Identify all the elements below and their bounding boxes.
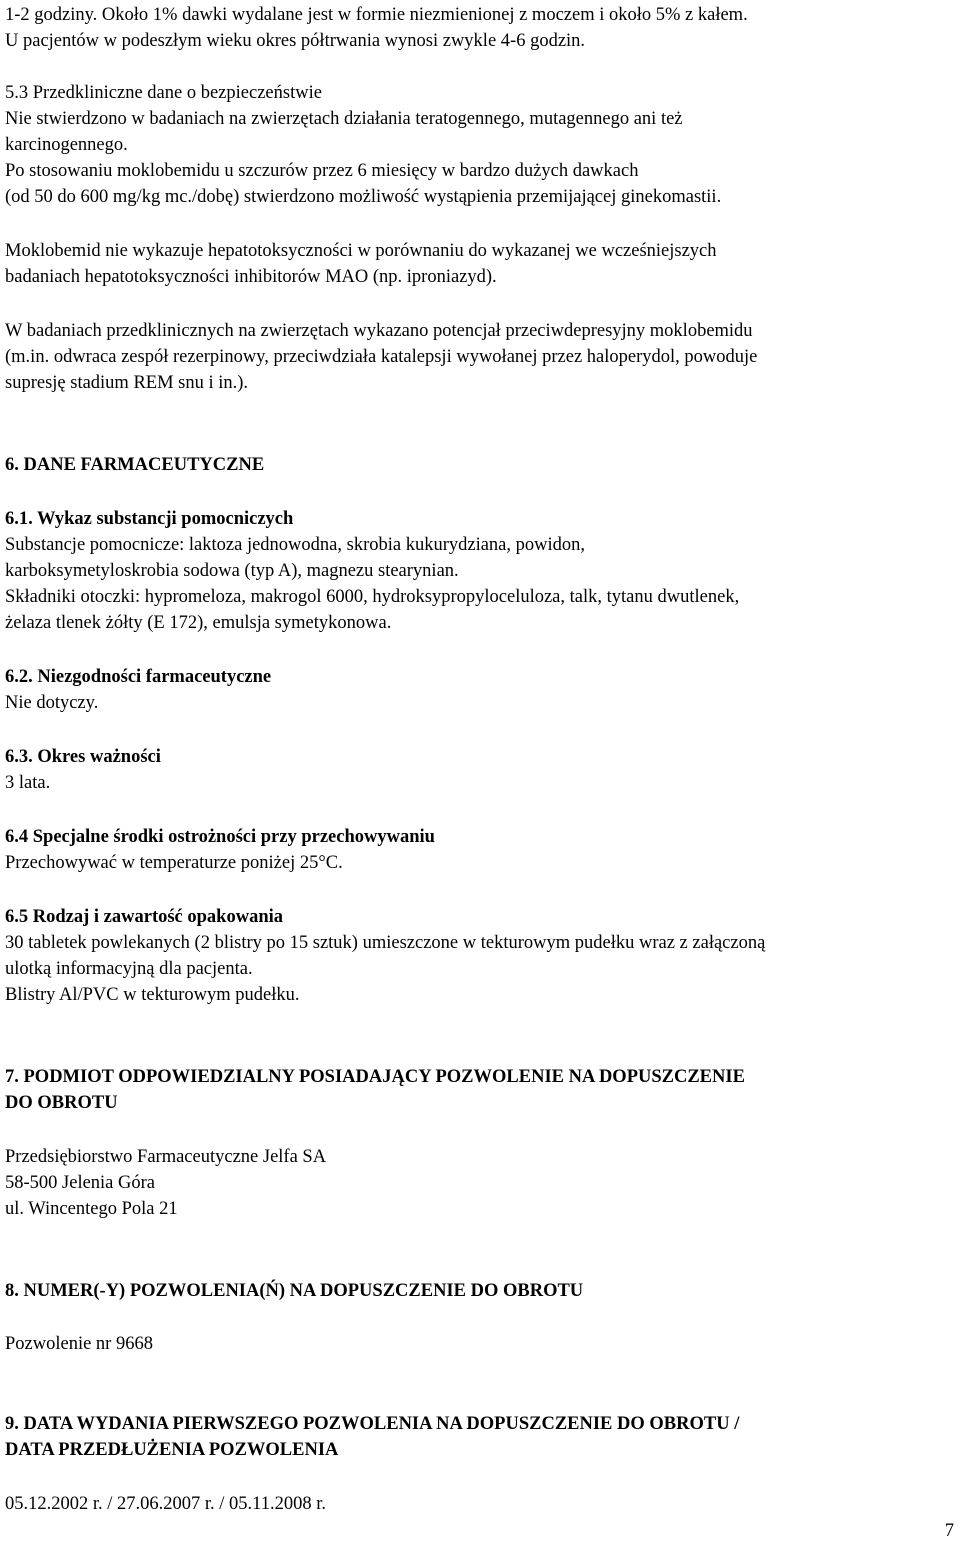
address-line: 58-500 Jelenia Góra xyxy=(5,1173,156,1193)
body-text: U pacjentów w podeszłym wieku okres półtrwania wynosi zwykle 4-6 godzin. xyxy=(5,31,586,51)
body-text: Pozwolenie nr 9668 xyxy=(5,1334,153,1354)
body-text: Nie dotyczy. xyxy=(5,693,99,713)
address-line: Przedsiębiorstwo Farmaceutyczne Jelfa SA xyxy=(5,1147,327,1167)
body-text: karcinogennego. xyxy=(5,135,128,155)
body-text: Moklobemid nie wykazuje hepatotoksyczności w porównaniu do wykazanej we wcześniejszych xyxy=(5,241,717,261)
body-text: Nie stwierdzono w badaniach na zwierzętach działania teratogennego, mutagennego ani też xyxy=(5,109,683,129)
section-heading-9: 9. DATA WYDANIA PIERWSZEGO POZWOLENIA NA DOPUSZCZENIE DO OBROTU / xyxy=(5,1414,740,1434)
section-heading-6-2: 6.2. Niezgodności farmaceutyczne xyxy=(5,667,272,687)
section-heading-9-cont: DATA PRZEDŁUŻENIA POZWOLENIA xyxy=(5,1440,339,1460)
body-text: (m.in. odwraca zespół rezerpinowy, przeciwdziała katalepsji wywołanej przez haloperydol, powoduje xyxy=(5,347,758,367)
address-line: ul. Wincentego Pola 21 xyxy=(5,1199,178,1219)
section-heading-6-3: 6.3. Okres ważności xyxy=(5,747,161,767)
body-text: (od 50 do 600 mg/kg mc./dobę) stwierdzono możliwość wystąpienia przemijającej ginekomastii. xyxy=(5,187,722,207)
section-heading-7-cont: DO OBROTU xyxy=(5,1093,118,1113)
body-text: ulotką informacyjną dla pacjenta. xyxy=(5,959,253,979)
body-text: supresję stadium REM snu i in.). xyxy=(5,373,249,393)
section-heading-6: 6. DANE FARMACEUTYCZNE xyxy=(5,455,265,475)
section-heading-8: 8. NUMER(-Y) POZWOLENIA(Ń) NA DOPUSZCZENIE DO OBROTU xyxy=(5,1281,584,1301)
section-heading-6-4: 6.4 Specjalne środki ostrożności przy przechowywaniu xyxy=(5,827,435,847)
body-text: badaniach hepatotoksyczności inhibitorów MAO (np. iproniazyd). xyxy=(5,267,497,287)
body-text: Składniki otoczki: hypromeloza, makrogol 6000, hydroksypropyloceluloza, talk, tytanu dwutlenek, xyxy=(5,587,740,607)
body-text: 05.12.2002 r. / 27.06.2007 r. / 05.11.2008 r. xyxy=(5,1494,327,1514)
body-text: Przechowywać w temperaturze poniżej 25°C. xyxy=(5,853,343,873)
page-number: 7 xyxy=(944,1521,954,1541)
body-text: 3 lata. xyxy=(5,773,51,793)
section-heading-5-3: 5.3 Przedkliniczne dane o bezpieczeństwie xyxy=(5,83,322,103)
body-text: 30 tabletek powlekanych (2 blistry po 15 sztuk) umieszczone w tekturowym pudełku wraz z załączoną xyxy=(5,933,766,953)
body-text: Blistry Al/PVC w tekturowym pudełku. xyxy=(5,985,300,1005)
body-text: W badaniach przedklinicznych na zwierzętach wykazano potencjał przeciwdepresyjny moklobemidu xyxy=(5,321,753,341)
section-heading-7: 7. PODMIOT ODPOWIEDZIALNY POSIADAJĄCY POZWOLENIE NA DOPUSZCZENIE xyxy=(5,1067,745,1087)
section-heading-6-5: 6.5 Rodzaj i zawartość opakowania xyxy=(5,907,284,927)
body-text: karboksymetyloskrobia sodowa (typ A), magnezu stearynian. xyxy=(5,561,459,581)
body-text: żelaza tlenek żółty (E 172), emulsja symetykonowa. xyxy=(5,613,392,633)
section-heading-6-1: 6.1. Wykaz substancji pomocniczych xyxy=(5,509,294,529)
body-text: 1-2 godziny. Około 1% dawki wydalane jest w formie niezmienionej z moczem i około 5% z kałem. xyxy=(5,5,748,25)
body-text: Substancje pomocnicze: laktoza jednowodna, skrobia kukurydziana, powidon, xyxy=(5,535,586,555)
body-text: Po stosowaniu moklobemidu u szczurów przez 6 miesięcy w bardzo dużych dawkach xyxy=(5,161,639,181)
